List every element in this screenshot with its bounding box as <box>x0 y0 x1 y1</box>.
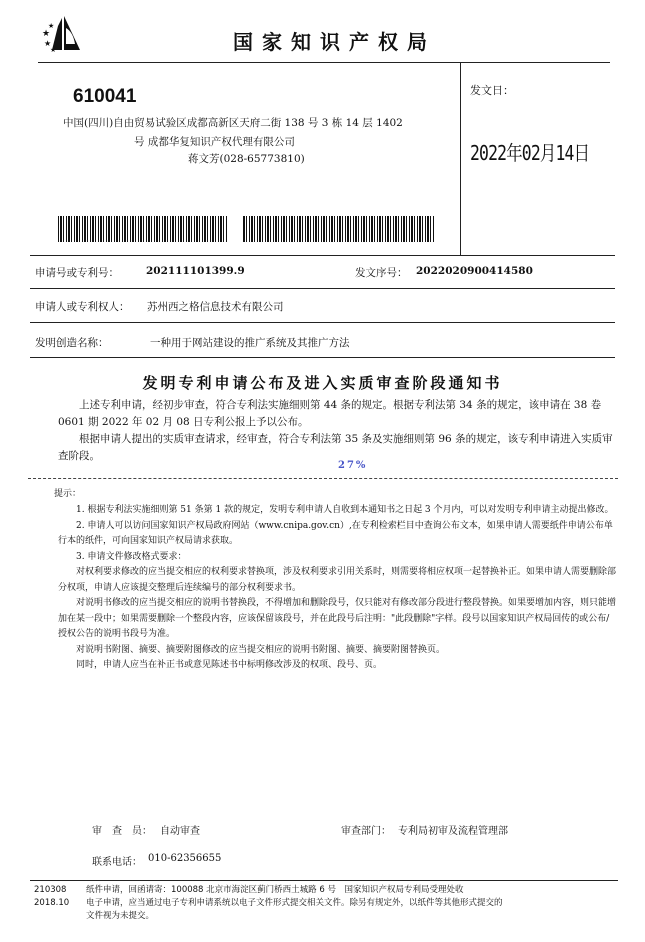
note-item: 同时，申请人应当在补正书或意见陈述书中标明修改涉及的权项、段号、页。 <box>76 660 383 670</box>
form-code: 210308 <box>34 885 67 895</box>
note-item: 对说明书修改的应当提交相应的说明书替换段，不得增加和删除段号，仅只能对有修改部分段进行整段替换。如果要增加内容，则只能增加在某一段中；如果需要删除一个整段内容，应该保留该段号，并在此段号后注明："此段删除"字样。段号以国家知识产权局回传的或公布/授权公告的说明书段号为准。 <box>58 598 617 639</box>
send-date-value: 2022年02月14日 <box>470 141 590 165</box>
notice-title: 发明专利申请公布及进入实质审查阶段通知书 <box>142 374 503 392</box>
rule-1 <box>30 255 615 256</box>
examiner-label: 审 查 员： <box>92 826 152 837</box>
note-item: 对说明书附图、摘要、摘要附图修改的应当提交相应的说明书附图、摘要、摘要附图替换页。 <box>76 644 446 655</box>
address-line-1: 中国(四川)自由贸易试验区成都高新区天府二街 138 号 3 栋 14 层 1402 <box>63 117 403 129</box>
postcode: 610041 <box>73 86 137 107</box>
notes-heading: 提示： <box>54 489 82 499</box>
serial-label: 发文序号： <box>355 267 408 279</box>
phone-label: 联系电话： <box>92 857 142 868</box>
notice-body <box>58 397 618 465</box>
svg-text:★: ★ <box>42 29 51 39</box>
rule-4 <box>30 357 615 358</box>
org-name: 国家知识产权局 <box>233 30 436 54</box>
contact-person: 蒋文芳(028-65773810) <box>188 153 305 165</box>
notice-paragraph-1: 上述专利申请，经初步审查，符合专利法实施细则第 44 条的规定。根据专利法第 34 条的规定，该申请在 38 卷 0601 期 2022 年 02 月 08 日专利公报上予以公布。 <box>58 399 602 428</box>
footer-rule <box>30 880 618 881</box>
svg-text:★: ★ <box>50 46 57 54</box>
cnipa-emblem-icon <box>40 14 82 54</box>
notes-section <box>54 487 612 503</box>
footer-line-2: 电子申请，应当通过电子专利申请系统以电子文件形式提交相关文件。除另有规定外，以纸件等其他形式提交的 <box>86 898 503 908</box>
watermark-stamp: 27% <box>338 460 368 471</box>
footer-line-3: 文件视为未提交。 <box>86 911 155 921</box>
form-version: 2018.10 <box>34 898 70 908</box>
rule-2 <box>30 288 615 289</box>
examiner-value: 自动审查 <box>160 826 200 837</box>
rule-3 <box>30 322 615 323</box>
applicant-label: 申请人或专利权人： <box>35 301 130 313</box>
app-number-value: 202111101399.9 <box>146 265 245 277</box>
phone-value: 010-62356655 <box>148 853 222 864</box>
notes-list <box>58 503 616 674</box>
footer-line-1: 纸件申请，回函请寄：100088 北京市海淀区蓟门桥西土城路 6 号 国家知识产权局专利局受理处收 <box>86 885 464 895</box>
address-line-2: 号 成都华复知识产权代理有限公司 <box>134 136 295 148</box>
dept-value: 专利局初审及流程管理部 <box>398 826 508 837</box>
note-item: 2. 申请人可以访问国家知识产权局政府网站（www.cnipa.gov.cn）,在专利检索栏目中查询公布文本，如果申请人需要纸件申请公布单行本的纸件，可向国家知识产权局请求获取。 <box>58 520 613 546</box>
notice-paragraph-2: 根据申请人提出的实质审查请求，经审查，符合专利法第 35 条及实施细则第 96 条的规定，该专利申请进入实质审查阶段。 <box>58 433 613 462</box>
address-divider <box>460 63 461 255</box>
barcode-left <box>58 216 228 242</box>
invention-value: 一种用于网站建设的推广系统及其推广方法 <box>150 337 350 349</box>
send-date-label: 发文日： <box>470 84 514 97</box>
note-item: 对权利要求修改的应当提交相应的权利要求替换项，涉及权利要求引用关系时，则需要将相应权项一起替换补正。如果申请人需要删除部分权项，申请人应该提交整理后连续编号的部分权利要求书。 <box>58 567 617 593</box>
note-item: 1. 根据专利法实施细则第 51 条第 1 款的规定，发明专利申请人自收到本通知书之日起 3 个月内，可以对发明专利申请主动提出修改。 <box>76 505 614 515</box>
invention-label: 发明创造名称： <box>35 337 109 349</box>
header-rule <box>38 62 610 63</box>
barcode-right <box>243 216 435 242</box>
app-number-label: 申请号或专利号： <box>35 267 119 279</box>
applicant-value: 苏州西之格信息技术有限公司 <box>147 301 284 313</box>
note-item: 3. 申请文件修改格式要求： <box>76 551 187 562</box>
svg-text:★: ★ <box>44 39 52 48</box>
svg-text:★: ★ <box>48 22 55 30</box>
dashed-separator <box>28 478 618 479</box>
serial-value: 2022020900414580 <box>416 265 533 277</box>
dept-label: 审查部门： <box>341 826 391 837</box>
